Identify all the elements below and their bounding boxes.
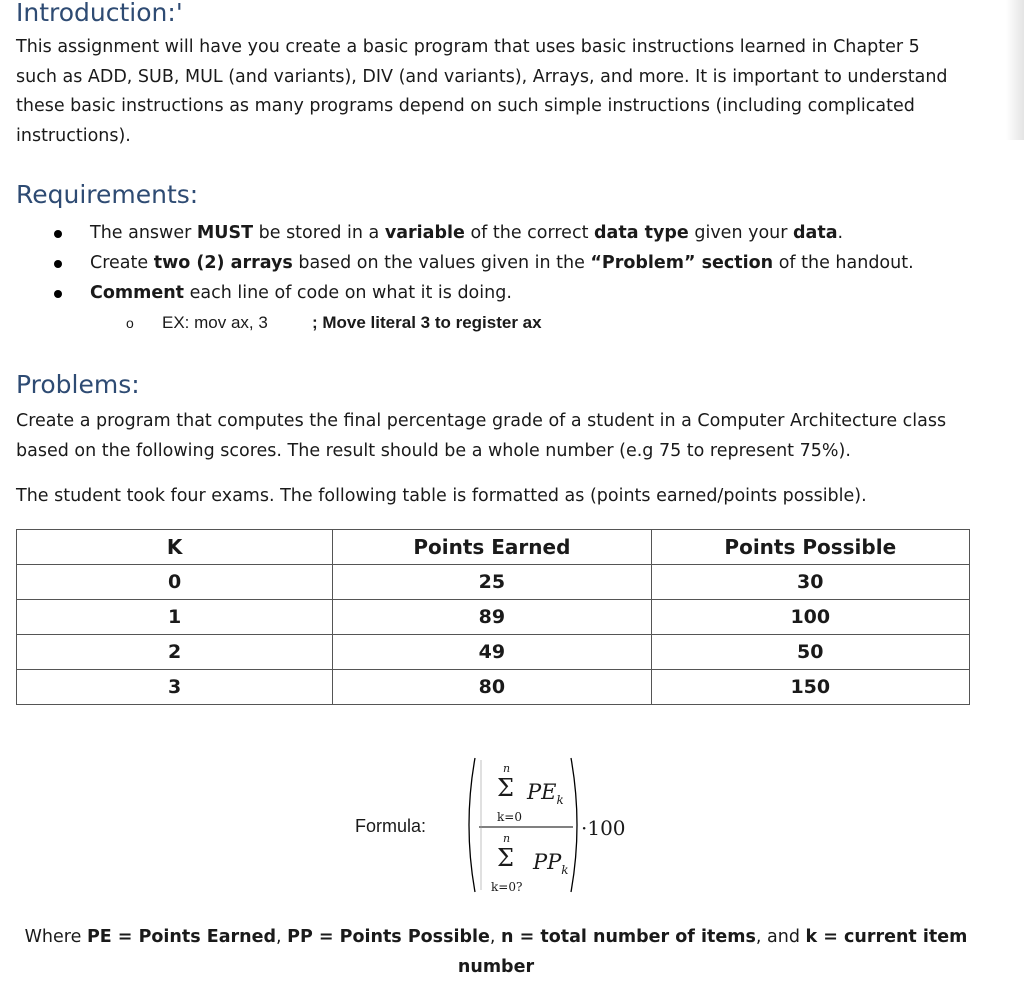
requirements-list (16, 218, 976, 338)
problems-heading: Problems: (16, 370, 140, 399)
right-paren (571, 758, 577, 892)
denominator-term: $PP_k$ (533, 850, 569, 878)
formula-label: Formula: (355, 816, 427, 836)
cell-points-possible: 50 (651, 635, 969, 670)
cell-points-possible: 30 (651, 565, 969, 600)
list-item: The answer MUST be stored in a variable of the correct data type given your data. (16, 218, 976, 248)
cell-k: 0 (17, 565, 333, 600)
cell-points-earned: 25 (333, 565, 651, 600)
table-intro: The student took four exams. The following table is formatted as (points earned/points possible). (16, 486, 867, 506)
cell-points-earned: 89 (333, 600, 651, 635)
numerator-sum-lower: k=0 (497, 810, 522, 824)
cell-k: 2 (17, 635, 333, 670)
table-header-row (17, 530, 970, 565)
cell-points-earned: 49 (333, 635, 651, 670)
cell-k: 1 (17, 600, 333, 635)
bullet-icon (54, 290, 62, 298)
column-header-points-earned: Points Earned (333, 530, 651, 565)
numerator-sum-upper: n (503, 762, 511, 775)
requirements-heading: Requirements: (16, 180, 199, 209)
scores-table (16, 529, 970, 705)
cell-points-possible: 150 (651, 670, 969, 705)
table-row (17, 565, 970, 600)
problems-text: Create a program that computes the final percentage grade of a student in a Computer Architecture class based on the following scores. The result should be a whole number (e.g 75 to represent 75%). (16, 411, 947, 461)
column-header-points-possible: Points Possible (651, 530, 969, 565)
sub-list-item (16, 308, 976, 338)
column-header-k: K (17, 530, 333, 565)
introduction-heading: Introduction:' (16, 0, 183, 27)
denominator-sum-lower: k=0? (491, 880, 523, 894)
left-paren (469, 758, 475, 892)
list-item: Create two (2) arrays based on the values given in the “Problem” section of the handout. (16, 248, 976, 278)
bullet-icon (54, 230, 62, 238)
table-row (17, 635, 970, 670)
cell-k: 3 (17, 670, 333, 705)
code-example: EX: mov ax, 3 (162, 313, 268, 332)
list-item: Comment each line of code on what it is doing. (16, 278, 976, 308)
table-row (17, 670, 970, 705)
cell-points-possible: 100 (651, 600, 969, 635)
denominator-sum-icon: Σ (497, 844, 514, 872)
table-row (17, 600, 970, 635)
grade-formula (461, 750, 641, 900)
bullet-icon (54, 260, 62, 268)
numerator-term: $PE_k$ (527, 780, 564, 808)
numerator-sum-icon: Σ (497, 774, 514, 802)
code-comment: ; Move literal 3 to register ax (312, 313, 542, 332)
page-edge-shadow (1006, 0, 1024, 140)
introduction-text: This assignment will have you create a basic program that uses basic instructions learned in Chapter 5 such as ADD, SUB, MUL (and variants), DIV (and variants), Arrays, and more. It is important to understand these basic instructions as many programs depend on such simple instructions (including complicated instructions). (16, 37, 948, 146)
cell-points-earned: 80 (333, 670, 651, 705)
formula-legend: Where PE = Points Earned, PP = Points Possible, n = total number of items, and k = current item number (24, 927, 968, 977)
denominator-sum-upper: n (503, 832, 511, 845)
sub-bullet-icon: o (126, 315, 134, 331)
formula-multiplier: ·100 (581, 816, 626, 840)
